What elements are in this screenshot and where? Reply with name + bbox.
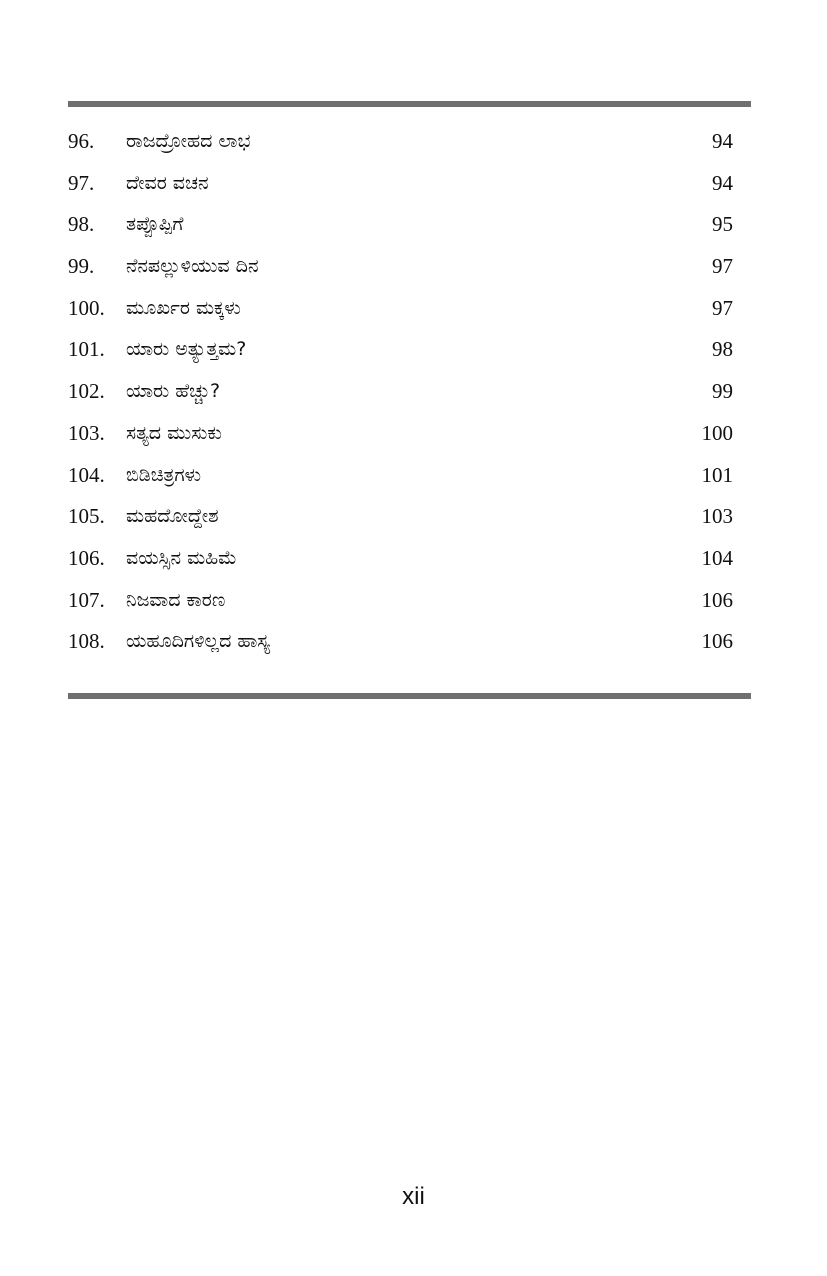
toc-entry — [68, 496, 733, 538]
entry-page: 106 — [701, 629, 733, 654]
entry-number: 103. — [68, 420, 105, 445]
entry-title: ದೇವರ ವಚನ — [126, 171, 209, 194]
entry-page: 100 — [701, 420, 733, 445]
toc-entry — [68, 329, 733, 371]
entry-page: 94 — [712, 170, 733, 195]
entry-title: ಯಾರು ಅತ್ಯುತ್ತಮ? — [126, 338, 247, 361]
toc-entry — [68, 288, 733, 330]
entry-number: 104. — [68, 462, 105, 487]
toc-entry — [68, 121, 733, 163]
entry-title: ತಪ್ಪೊಪ್ಪಿಗೆ — [126, 213, 184, 236]
entry-number: 106. — [68, 545, 105, 570]
toc-entry — [68, 538, 733, 580]
entry-number: 105. — [68, 504, 105, 529]
entry-title: ನಿಜವಾದ ಕಾರಣ — [126, 588, 226, 611]
toc-entry — [68, 163, 733, 205]
entry-number: 102. — [68, 379, 105, 404]
toc-entry — [68, 246, 733, 288]
entry-number: 107. — [68, 587, 105, 612]
entry-number: 100. — [68, 295, 105, 320]
entry-title: ಮೂರ್ಖರ ಮಕ್ಕಳು — [126, 296, 241, 319]
entry-title: ಯಹೂದಿಗಳಿಲ್ಲದ ಹಾಸ್ಯ — [126, 630, 271, 653]
entry-page: 95 — [712, 212, 733, 237]
entry-number: 98. — [68, 212, 95, 237]
page-number: xii — [402, 1183, 425, 1210]
entry-title: ವಯಸ್ಸಿನ ಮಹಿಮೆ — [126, 546, 238, 569]
table-of-contents — [68, 121, 733, 663]
toc-entry — [68, 455, 733, 497]
toc-entry — [68, 580, 733, 622]
entry-page: 99 — [712, 379, 733, 404]
entry-number: 97. — [68, 170, 95, 195]
entry-number: 101. — [68, 337, 105, 362]
entry-title: ರಾಜದ್ರೋಹದ ಲಾಭ — [126, 130, 251, 152]
entry-title: ಮಹದೋದ್ದೇಶ — [126, 505, 219, 528]
toc-entry — [68, 204, 733, 246]
entry-page: 94 — [712, 129, 733, 153]
toc-entry — [68, 371, 733, 413]
entry-page: 97 — [712, 295, 733, 320]
entry-title: ಸತ್ಯದ ಮುಸುಕು — [126, 421, 222, 444]
entry-title: ನೆನಪಲ್ಲುಳಿಯುವ ದಿನ — [126, 255, 259, 278]
top-rule — [68, 101, 751, 107]
entry-page: 97 — [712, 254, 733, 279]
entry-page: 101 — [701, 462, 733, 487]
entry-page: 106 — [701, 587, 733, 612]
toc-entry — [68, 621, 733, 663]
bottom-rule — [68, 693, 751, 699]
entry-title: ಯಾರು ಹೆಚ್ಚು? — [126, 380, 221, 403]
entry-number: 96. — [68, 129, 95, 153]
entry-page: 98 — [712, 337, 733, 362]
toc-entry — [68, 413, 733, 455]
entry-number: 99. — [68, 254, 95, 279]
entry-title: ಬಿಡಿಚಿತ್ರಗಳು — [126, 463, 202, 486]
entry-number: 108. — [68, 629, 105, 654]
entry-page: 103 — [701, 504, 733, 529]
entry-page: 104 — [701, 545, 733, 570]
